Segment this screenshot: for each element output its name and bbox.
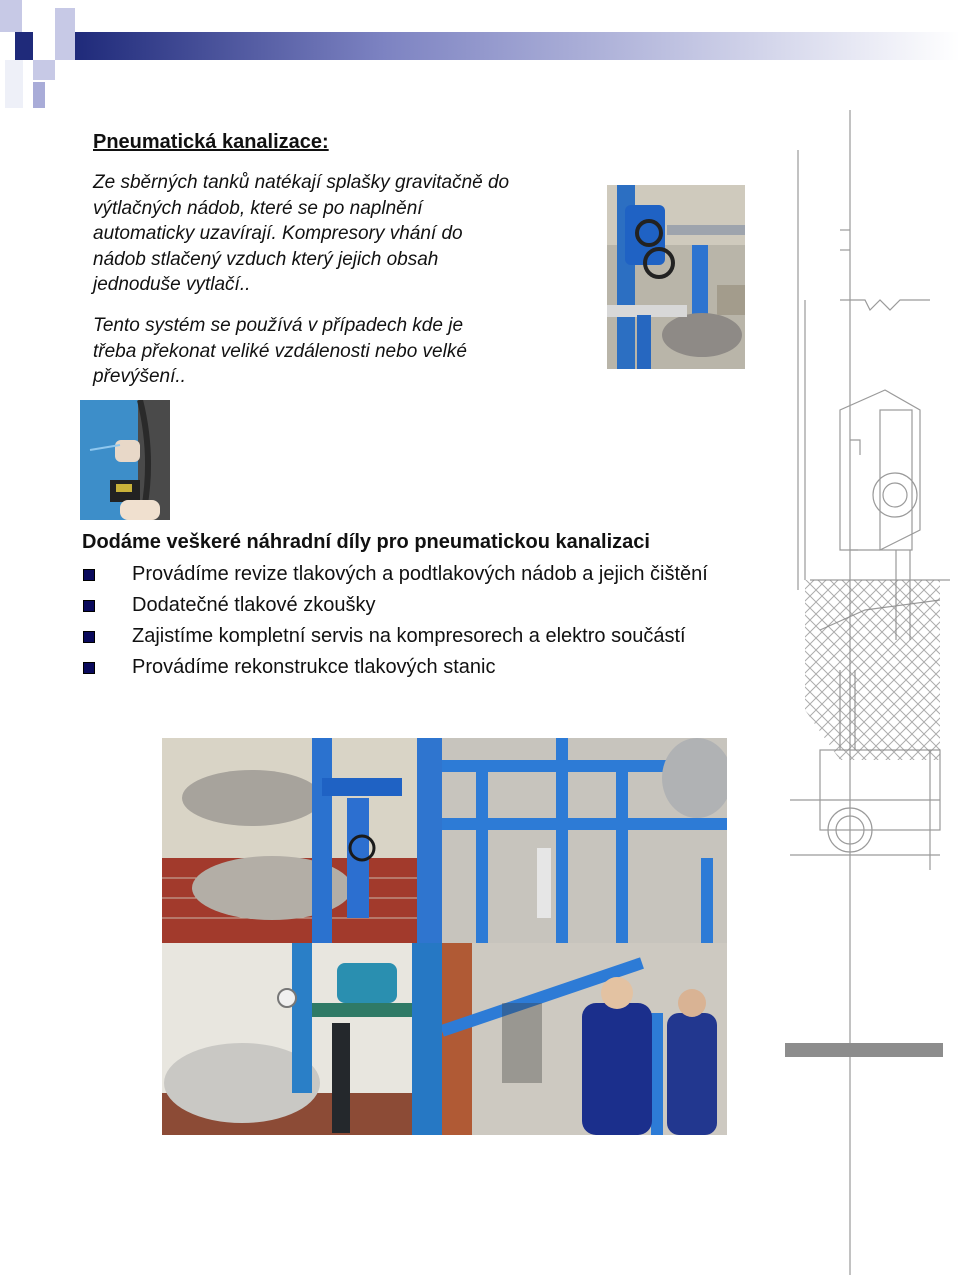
services-list (82, 562, 722, 686)
usage-line: Tento systém se používá v případech kde je (93, 315, 464, 336)
list-item (82, 624, 722, 649)
intro-paragraph (93, 170, 573, 298)
list-item (82, 593, 722, 618)
list-item (82, 562, 722, 587)
list-item-text: Zajistíme kompletní servis na kompresorech a elektro součástí (132, 625, 686, 647)
square-bullet-icon (83, 662, 95, 674)
usage-line: třeba překonat veliké vzdálenosti nebo velké (93, 340, 467, 362)
usage-line: převýšení.. (93, 366, 186, 387)
intro-line: automaticky uzavírají. Kompresory vhání do (93, 223, 463, 244)
blue-pipework-photo (442, 738, 727, 943)
offer-heading: Dodáme veškeré náhradní díly pro pneumatickou kanalizaci (82, 531, 650, 553)
usage-paragraph (93, 313, 573, 390)
section-title: Pneumatická kanalizace: (93, 131, 329, 153)
list-item (82, 655, 722, 680)
pressure-tanks-photo (162, 738, 442, 943)
list-item-text: Provádíme revize tlakových a podtlakových nádob a jejich čištění (132, 563, 708, 585)
list-item-text: Dodatečné tlakové zkoušky (132, 594, 376, 616)
intro-line: Ze sběrných tanků natékají splašky gravitačně do (93, 172, 510, 193)
square-bullet-icon (83, 631, 95, 643)
header-gradient-bar (0, 0, 960, 110)
compressor-tanks-photo (162, 943, 442, 1135)
square-bullet-icon (83, 600, 95, 612)
tank-measurement-photo (80, 400, 170, 520)
side-gray-bar (785, 1043, 943, 1057)
intro-line: jednoduše vytlačí.. (93, 274, 251, 295)
list-item-text: Provádíme rekonstrukce tlakových stanic (132, 656, 496, 678)
intro-line: nádob stlačený vzduch který jejich obsah (93, 248, 439, 270)
workers-servicing-photo (442, 943, 727, 1135)
square-bullet-icon (83, 569, 95, 581)
technical-drawing (780, 110, 960, 1275)
intro-line: výtlačných nádob, které se po naplnění (93, 197, 423, 219)
valve-station-photo (607, 185, 745, 369)
